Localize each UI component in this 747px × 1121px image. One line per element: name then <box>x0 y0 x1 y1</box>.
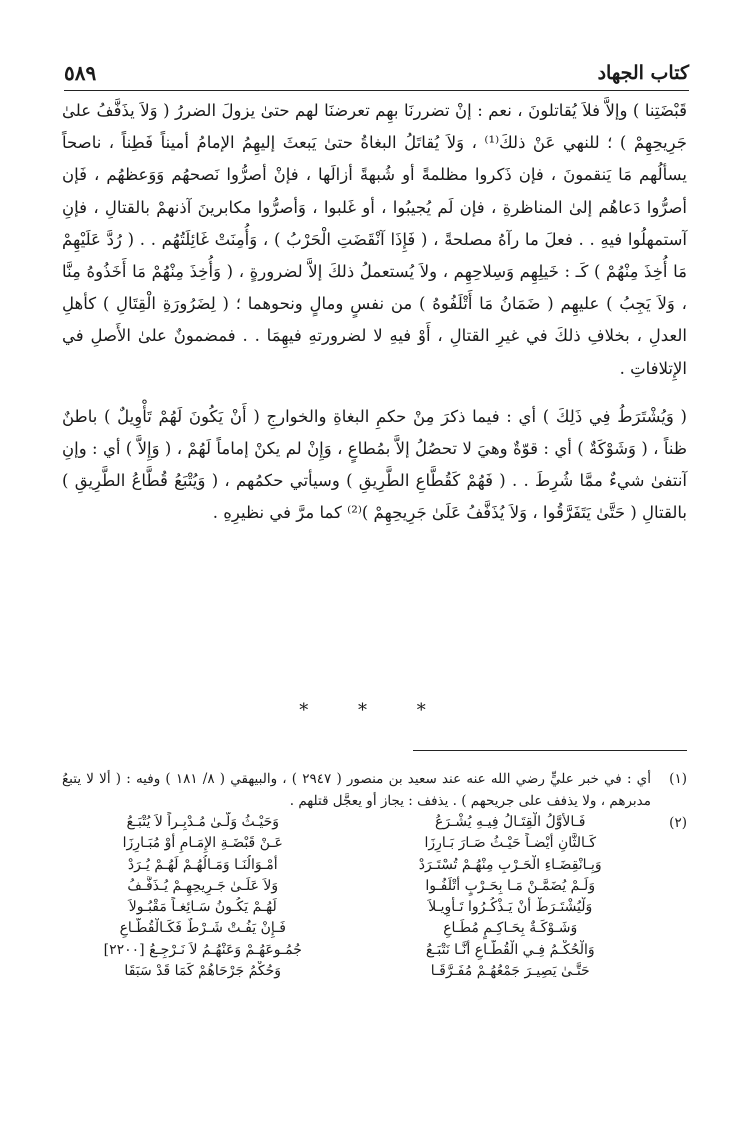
footnote-number: (١) <box>669 771 687 787</box>
footnote-rule <box>413 750 687 751</box>
footnote-2 <box>62 812 687 982</box>
footnotes <box>62 768 687 982</box>
footnote-text: أي : في خبر عليٍّ رضي الله عنه عند سعيد بن منصور ( ٢٩٤٧ ) ، والبيهقي ( ٨/ ١٨١ ) وفيه : ( ألا لا يتبعُ مدبرهم ، ولا يذفف على جريحهم ) . يذفف : يجاز أو يعجَّل قتلهم . <box>62 771 651 809</box>
chapter-title: كتاب الجهاد <box>597 62 689 84</box>
poem-hemistich: وَشَـوْكَـةٌ بِحَـاكِـمٍ مُطَـاعِ <box>443 920 578 937</box>
poem-hemistich: فَـالأَوَّلُ الْقِتَـالُ فِيـهِ يُشْـرَعُ <box>435 814 586 830</box>
poem-hemistich: فَـإِنْ يَفُـتْ شَـرْطٌ فَكَـالْقُطَّـاعِ <box>119 920 286 937</box>
poem-hemistich: وَحُكْمُ جَرْحَاهُمْ كَمَا قَدْ سَبَقَا <box>124 963 282 980</box>
main-text <box>62 95 687 546</box>
poem-hemistich: حَتَّـىٰ يَصِيـرَ جَمْعُهُـمْ مُفَـرَّقَـا <box>430 963 590 980</box>
poem-hemistich: عَـنْ قَبْضَـةِ الإِمَـامِ أَوْ مُبَـارِزَا <box>122 835 283 852</box>
section-separator: * * * <box>299 700 448 721</box>
poem-hemistich: جُمُـوعَهُـمْ وَعَنْهُـمُ لاَ نَـرْجِـعُ [٢٢٠٠] <box>103 941 302 958</box>
poem <box>62 812 651 982</box>
poem-hemistich: وَالْحُكْـمُ فِـي الْقُطَّـاعِ أَنَّـا نَتْبَـعُ <box>425 941 595 958</box>
footnote-number: (٢) <box>669 815 687 831</box>
poem-hemistich: لَهُـمْ يَكُـونُ سَـائِغـاً مَقْبُـولاَ <box>128 899 277 916</box>
page-number: ٥٨٩ <box>64 61 97 85</box>
footnote-1 <box>62 768 687 812</box>
paragraph-1: قَبْضَتِنا ) وإلاَّ فلاَ يُقاتلونَ ، نعم : إنْ تضررنَا بهِم تعرضنَا لهم حتىٰ يزولَ الضررُ ( وَلاَ يذَفَّفُ علىٰ جَرِيحِهِمْ ) ؛ للنهي عَنْ ذلكَ⁽¹⁾ ، وَلاَ يُقاتَلُ البغاةُ حتىٰ يَبعثَ إليهِمُ الإمامُ أميناً فَطِناً ، ناصحاً يسألُهم مَا يَنقمونَ ، فإن ذَكروا مظلمةً أو شُبهةً أزالَها ، فإنْ أصرُّوا نَصحهُم وَوَعظهُم ، فَإن أصرُّوا دَعاهُم إلىٰ المناظرةِ ، فإن لَم يُجيبُوا ، أو غَلبوا ، وَأصرُّوا مكابرينَ آذنهمْ بالقتالِ ، فإنِ آستمهلُوا فيهِ . . فعلَ ما رآهُ مصلحةً ، ( فَإِذَا آنْقَضَتِ الْحَرْبُ ) ، وَأُمِنَتْ غَائِلَتُهُم . . ( رُدَّ عَلَيْهِمْ مَا أُخِذَ مِنْهُمْ ) كَـ : خَيلِهِم وَسِلاحِهِم ، ولاَ يُستعملُ ذلكَ إلاَّ لضرورةٍ ، ( وَأُخِذَ مِنْهُمْ مَا أَخَذُوهُ مِنَّا ، وَلاَ يَجِبُ ) عليهِم ( ضَمَانُ مَا أَتْلَفُوهُ ) من نفسٍ ومالٍ ونحوهما ؛ ( لِضَرُورَةِ الْقِتَالِ ) كأهلِ العدلِ ، بخلافِ ذلكَ في غيرِ القتالِ ، أَوْ فيهِ لا لضرورتهِ فيهِمَا . . فمضمونٌ علىٰ الأَصلِ في الإِتلافاتِ . <box>62 101 687 378</box>
poem-hemistich: وَبِـانْقِضَـاءِ الْحَـرْبِ مِنْهُـمْ تُسْتَـرَدْ <box>418 856 602 873</box>
poem-hemistich: أَمْـوَالُنَـا وَمَـالُهُـمْ لَهُـمْ يُـرَدْ <box>127 856 278 873</box>
poem-hemistich: كَـالثَّانِ أَيْضـاً حَيْـثُ صَـارَ بَـارِزَا <box>424 835 597 852</box>
poem-hemistich: وَلَـمْ يُضَمَّـنْ مَـا بِحَـرْبٍ أَتْلَفُـوا <box>425 877 596 894</box>
poem-hemistich: وَلْيُشْتَـرَطْ أَنْ يَـذْكُـرُوا تَـأْوِيـلاَ <box>428 899 593 916</box>
running-header <box>64 60 689 91</box>
poem-hemistich: وَلاَ عَلَـىٰ جَـرِيحِهِـمْ يُـذَفَّـفُ <box>127 877 279 894</box>
paragraph-2: ( وَيُشْتَرَطُ فِي ذَلِكَ ) أي : فيما ذكرَ مِنْ حكمِ البغاةِ والخوارجِ ( أَنْ يَكُونَ لَهُمْ تَأْوِيلٌ ) باطنٌ ظناً ، ( وَشَوْكَةٌ ) أي : قوّةٌ وهيَ لا تحصُلُ إلاَّ بمُطاعٍ ، وَإِنْ لم يكنْ إماماً لَهُمْ ، ( وَإِلاَّ ) أي : وإنِ آنتفىٰ شيءٌ ممَّا شُرِطَ . . ( فَهُمْ كَقُطَّاعِ الطَّرِيقِ ) وسيأتي حكمُهم ، ( وَيُتْبَعُ قُطَّاعُ الطَّرِيقِ ) بالقتالِ ( حَتَّىٰ يَتَفَرَّقُوا ، وَلاَ يُذَفَّفُ عَلَىٰ جَرِيحِهِمْ )⁽²⁾ كما مرَّ في نظيرِهِ . <box>62 406 687 523</box>
poem-hemistich: وَحَيْـثُ وَلَّـىٰ مُـدْبِـراً لاَ يُتْبَـعُ <box>126 814 280 830</box>
